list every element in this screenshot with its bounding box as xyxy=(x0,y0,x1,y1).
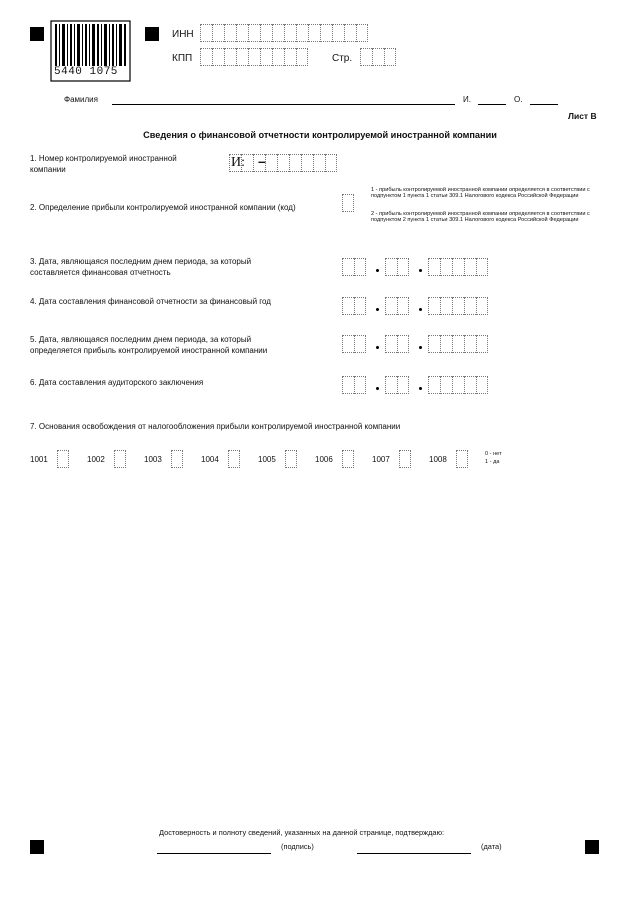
exemption-cell-1008[interactable] xyxy=(456,450,468,468)
field-2-cell[interactable] xyxy=(342,194,354,212)
field-1-label-line2: компании xyxy=(30,165,66,174)
barcode-number: 5440 1075 xyxy=(54,66,118,78)
field-4-label: 4. Дата составления финансовой отчетности за финансовый год xyxy=(30,297,271,306)
field-3-label-line2: составляется финансовая отчетность xyxy=(30,268,171,277)
field-5-day[interactable] xyxy=(342,335,366,353)
field-4-year[interactable] xyxy=(428,297,488,315)
date-separator xyxy=(376,387,379,390)
date-field[interactable] xyxy=(357,853,471,854)
field-3-day[interactable] xyxy=(342,258,366,276)
exemption-cell-1005[interactable] xyxy=(285,450,297,468)
date-separator xyxy=(419,346,422,349)
top-left-marker xyxy=(30,27,44,41)
surname-label: Фамилия xyxy=(64,95,98,104)
field-5-label-line2: определяется прибыль контролируемой иностранной компании xyxy=(30,346,268,355)
initial-o-label: О. xyxy=(514,95,523,104)
initial-i-field[interactable] xyxy=(478,104,506,105)
exemption-legend-yes: 1 - да xyxy=(485,459,500,465)
date-label: (дата) xyxy=(481,842,502,851)
date-separator xyxy=(376,269,379,272)
bottom-left-marker xyxy=(30,840,44,854)
exemption-code: 1005 xyxy=(258,455,276,464)
field-1-cells[interactable] xyxy=(229,154,337,172)
field-2-note-1: 1 - прибыль контролируемой иностранной компании определяется в соответствии с подпунктом 1 пункта 1 статьи 309.1 Налогового кодекса Российской Федерации xyxy=(371,187,590,199)
sheet-label: Лист В xyxy=(568,111,597,121)
signature-label: (подпись) xyxy=(281,842,314,851)
field-2-note-2: 2 - прибыль контролируемой иностранной компании определяется в соответствии с подпунктом 2 пункта 1 статьи 309.1 Налогового кодекса Российской Федерации xyxy=(371,211,590,223)
field-5-label-line1: 5. Дата, являющаяся последним днем периода, за который xyxy=(30,335,252,344)
field-1-dash: – xyxy=(258,153,266,169)
field-6-label: 6. Дата составления аудиторского заключения xyxy=(30,378,204,387)
field-6-year[interactable] xyxy=(428,376,488,394)
initial-o-field[interactable] xyxy=(530,104,558,105)
exemption-legend-no: 0 - нет xyxy=(485,451,502,457)
exemption-code: 1008 xyxy=(429,455,447,464)
field-3-label-line1: 3. Дата, являющаяся последним днем периода, за который xyxy=(30,257,252,266)
inn-label: ИНН xyxy=(172,29,194,40)
field-7-label: 7. Основания освобождения от налогообложения прибыли контролируемой иностранной компании xyxy=(30,422,401,431)
confirmation-text: Достоверность и полноту сведений, указанных на данной странице, подтверждаю: xyxy=(159,828,445,837)
exemption-code: 1006 xyxy=(315,455,333,464)
exemption-code: 1003 xyxy=(144,455,162,464)
field-6-month[interactable] xyxy=(385,376,409,394)
kpp-label: КПП xyxy=(172,53,193,64)
exemption-code: 1007 xyxy=(372,455,390,464)
date-separator xyxy=(419,387,422,390)
inn-cells[interactable] xyxy=(200,24,368,42)
field-6-day[interactable] xyxy=(342,376,366,394)
top-right-marker xyxy=(145,27,159,41)
exemption-cell-1007[interactable] xyxy=(399,450,411,468)
field-4-day[interactable] xyxy=(342,297,366,315)
field-4-month[interactable] xyxy=(385,297,409,315)
field-3-year[interactable] xyxy=(428,258,488,276)
date-separator xyxy=(419,308,422,311)
field-1-prefix: И: xyxy=(231,155,245,170)
surname-field[interactable] xyxy=(112,104,455,105)
kpp-cells[interactable] xyxy=(200,48,308,66)
page-number-cells[interactable] xyxy=(360,48,396,66)
date-separator xyxy=(376,346,379,349)
exemption-cell-1003[interactable] xyxy=(171,450,183,468)
exemption-code: 1002 xyxy=(87,455,105,464)
exemption-cell-1002[interactable] xyxy=(114,450,126,468)
field-3-month[interactable] xyxy=(385,258,409,276)
exemption-code: 1004 xyxy=(201,455,219,464)
exemption-cell-1004[interactable] xyxy=(228,450,240,468)
date-separator xyxy=(419,269,422,272)
page-label: Стр. xyxy=(332,53,353,64)
initial-i-label: И. xyxy=(463,95,471,104)
date-separator xyxy=(376,308,379,311)
field-5-month[interactable] xyxy=(385,335,409,353)
exemption-code: 1001 xyxy=(30,455,48,464)
field-5-year[interactable] xyxy=(428,335,488,353)
signature-field[interactable] xyxy=(157,853,271,854)
exemption-cell-1001[interactable] xyxy=(57,450,69,468)
page-title: Сведения о финансовой отчетности контролируемой иностранной компании xyxy=(143,130,497,140)
exemption-cell-1006[interactable] xyxy=(342,450,354,468)
field-2-label: 2. Определение прибыли контролируемой иностранной компании (код) xyxy=(30,203,296,212)
bottom-right-marker xyxy=(585,840,599,854)
field-1-label-line1: 1. Номер контролируемой иностранной xyxy=(30,154,177,163)
